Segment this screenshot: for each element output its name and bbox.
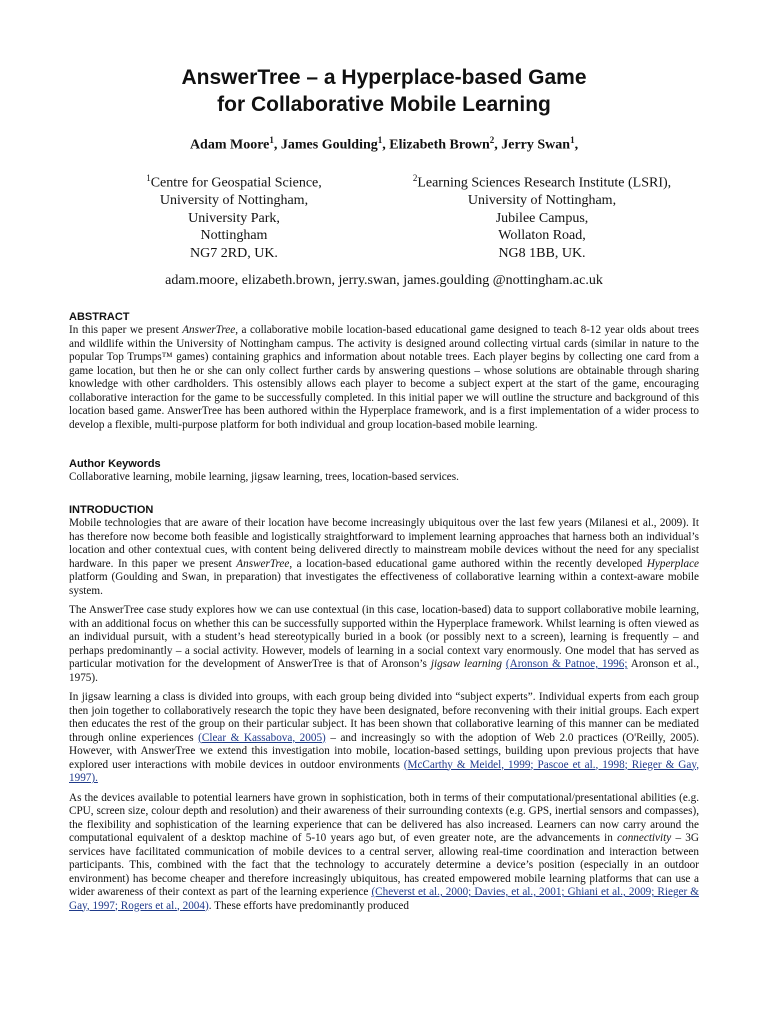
author-affiliation-mark: 1 [570,135,575,145]
intro-paragraph-3: In jigsaw learning a class is divided into groups, with each group being divided into “subject experts”. Individual experts from each group then join together to collaboratively research the topic they have been designated, before reconvening with their initial groups. Each expert then educates the rest of the group on their particular subject. It has been shown that collaborative learning of this manner can be mediated through online experiences (Clear & Kassabova, 2005) – and increasingly so with the adoption of Web 2.0 practices (O'Reilly, 2005). However, with AnswerTree we extend this investigation into mobile, location-based settings, building upon previous projects that have explored user interactions with mobile devices in outdoor environments (McCarthy & Meidel, 1999; Pascoe et al., 1998; Rieger & Gay, 1997). [69,691,699,784]
author-affiliation-mark: 1 [377,135,383,145]
introduction-heading: INTRODUCTION [69,504,154,516]
abstract-heading: ABSTRACT [69,311,130,323]
affiliation-line: Wollaton Road, [498,228,586,244]
citation-link[interactable]: (Cheverst et al., 2000; Davies, et al., 2001; Ghiani et al., 2009; Rieger & Gay, 1997; Rogers et al., 2004) [69,886,699,912]
title-line-1: AnswerTree – a Hyperplace-based Game [181,66,587,89]
title-line-2: for Collaborative Mobile Learning [217,93,551,116]
author-name: Elizabeth Brown [389,137,490,153]
author-name: James Goulding [280,137,378,153]
abstract-text: In this paper we present AnswerTree, a collaborative mobile location-based educational game designed to teach 8-12 year olds about trees and wildlife within the University of Nottingham campus. The activity is designed around collecting virtual cards (similar in nature to the popular Top Trumps™ games) containing graphics and information about notable trees. Each player begins by collecting one card from a game location, but then he or she can only collect further cards by answering questions – whose solutions are obtainable through sharing knowledge with other cardholders. This ostensibly allows each player to become a subject expert at the start of the game, encouraging collaborative interaction for the game to be successfully completed. In this initial paper we will outline the structure and background of this location based game. AnswerTree has been authored within the Hyperplace framework, and is a first implementation of a wider process to develop a flexible, multi-purpose platform for both individual and group location-based mobile learning. [69,324,699,431]
affiliation-line: University Park, [188,210,280,226]
citation-link[interactable]: (Aronson & Patnoe, 1996; [505,658,628,670]
author-affiliation-mark: 1 [269,135,274,145]
affiliation-line: University of Nottingham, [467,193,617,209]
affiliation-line: $^1$Centre for Geospatial Science, [146,173,322,191]
citation-link[interactable]: (Clear & Kassabova, 2005) [198,731,326,744]
author-emails: adam.moore, elizabeth.brown, jerry.swan, james.goulding @nottingham.ac.uk [165,273,603,288]
keywords-section [69,457,699,485]
affiliation-1 [84,170,384,262]
author-affiliation-mark: 2 [489,135,495,145]
author-name: Adam Moore [189,137,270,153]
intro-paragraph-4: As the devices available to potential learners have grown in sophistication, both in terms of their computational/presentational abilities (e.g. CPU, screen size, colour depth and resolution) and their awareness of their surrounding contexts (e.g. GPS, inertial sensors and compasses), the flexibility and sophistication of the learning experience that can be delivered has also increased. Learners can now carry around the computational equivalent of a desktop machine of 5-10 years ago but, of even greater note, are the advancements in connectivity – 3G services have facilitated communication of mobile devices to a central server, allowing real-time coordination and interaction between participants. This, combined with the fact that the technology to accurately determine a device’s position (especially in an outdoor environment) has become cheaper and therefore increasingly ubiquitous, has created empowered mobile learning platforms that can use a wider awareness of their context as part of the learning experience (Cheverst et al., 2000; Davies, et al., 2001; Ghiani et al., 2009; Rieger & Gay, 1997; Rogers et al., 2004). These efforts have predominantly produced [69,791,699,912]
keywords-text: Collaborative learning, mobile learning, jigsaw learning, trees, location-based services. [69,471,459,483]
intro-paragraph-2: The AnswerTree case study explores how we can use contextual (in this case, location-based) data to support collaborative mobile learning, with an additional focus on whether this can be successfully supported within the Hyperplace framework. Whilst learning is often viewed as an individual pursuit, with a student’s head stereotypically buried in a book (or possibly next to a screen), learning is frequently – and perhaps predominantly – a social activity. However, models of learning in a social context vary enormously. One model that has served as particular motivation for the development of AnswerTree is that of Aronson’s jigsaw learning (Aronson & Patnoe, 1996; Aronson et al., 1975). [69,604,699,684]
affiliation-line: NG8 1BB, UK. [498,245,586,261]
abstract-section [69,310,699,432]
affiliation-line: $^2$Learning Sciences Research Institute (LSRI), [412,173,672,191]
affiliation-line: University of Nottingham, [159,193,309,209]
citation-link[interactable]: (McCarthy & Meidel, 1999; Pascoe et al., 1998; Rieger & Gay, 1997). [69,758,699,784]
affiliation-mark: 1 [146,173,151,183]
author-name: Jerry Swan [501,137,571,153]
affiliation-mark: 2 [412,173,418,183]
paper-title [0,64,768,118]
introduction-section [69,503,699,913]
keywords-heading: Author Keywords [69,458,161,470]
affiliation-line: Jubilee Campus, [495,210,589,226]
affiliation-line: Nottingham [200,228,268,244]
affiliation-2 [392,170,692,262]
author-list: Adam Moore$^1$, James Goulding$^1$, Elizabeth Brown$^2$, Jerry Swan$^1$, [189,135,579,153]
intro-paragraph-1: Mobile technologies that are aware of their location have become increasingly ubiquitous over the last few years (Milanesi et al., 2009). It has therefore now become both feasible and logistically straightforward to implement learning approaches that harness both an individual’s location and other contextual cues, with content being delivered directly to mainstream mobile devices without the need for any specialist hardware. In this paper we present AnswerTree, a location-based educational game authored within the recently developed Hyperplace platform (Goulding and Swan, in preparation) that investigates the effectiveness of collaborative learning within a context-aware mobile system. [69,517,700,597]
affiliation-line: NG7 2RD, UK. [190,245,278,261]
